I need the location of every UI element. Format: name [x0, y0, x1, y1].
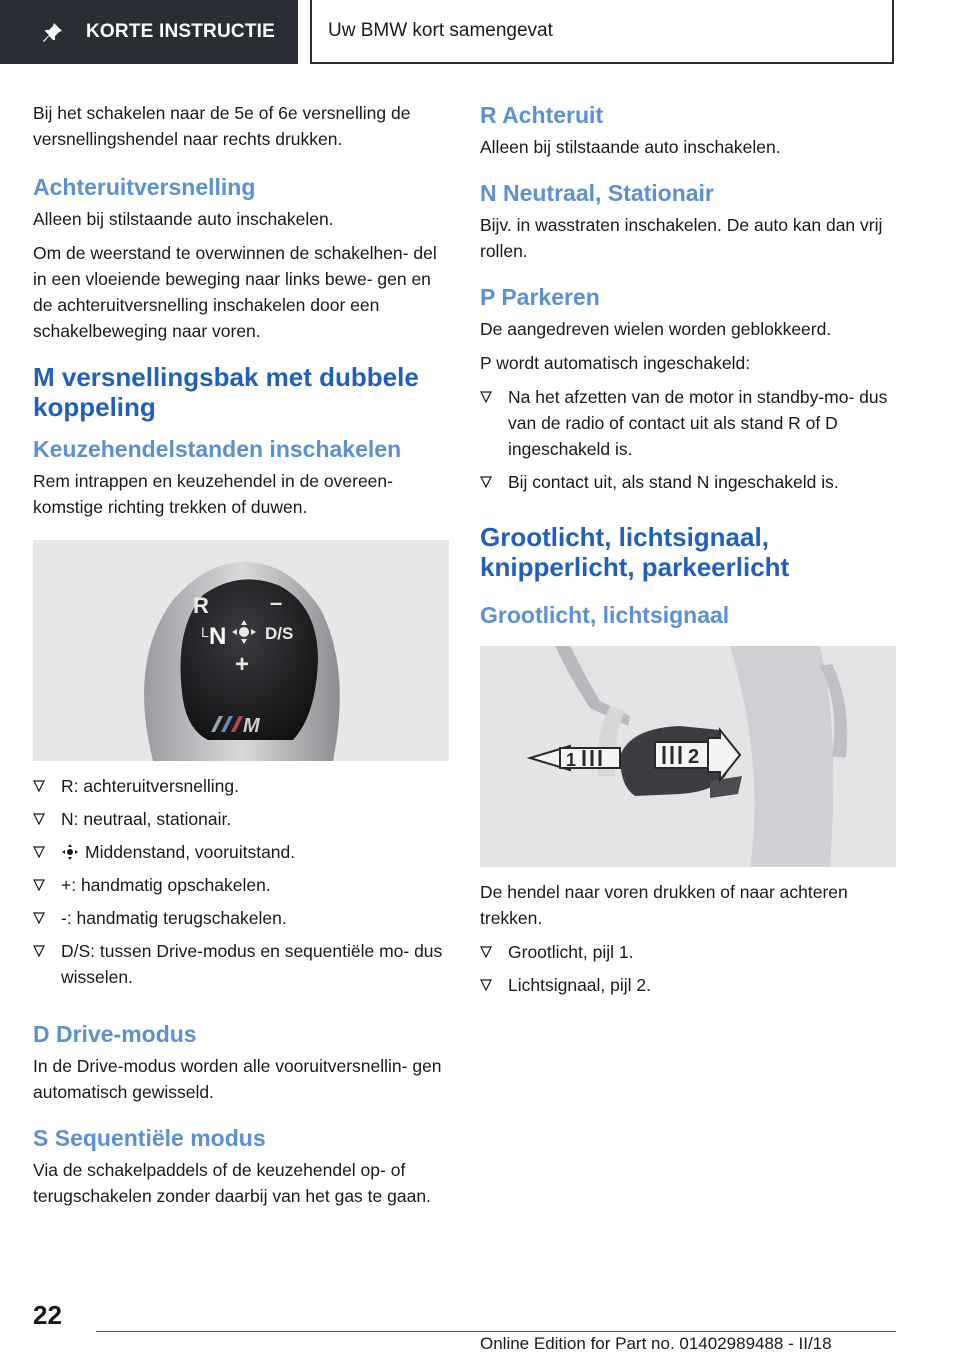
- list-item: [33, 806, 449, 832]
- footer-divider: [96, 1331, 896, 1332]
- sequential-mode-paragraph: Via de schakelpaddels of de keuzehendel op- of terugschakelen zonder daarbij van het gas te gaan.: [33, 1160, 431, 1206]
- gear-knob-illustration: [33, 540, 449, 761]
- arrow-label-1: 1: [566, 750, 577, 770]
- selector-positions-list: [33, 773, 449, 990]
- reverse-gear-paragraph-2: Om de weerstand te overwinnen de schakelhen- del in een vloeiende beweging naar links bewe- gen en de achteruitversnelling inschakelen door een schakelbeweging naar voren.: [33, 243, 437, 341]
- list-item: [33, 839, 449, 865]
- high-beam-paragraph: De hendel naar voren drukken of naar achteren trekken.: [480, 882, 848, 928]
- selector-positions-heading: Keuzehendelstanden inschakelen: [33, 436, 402, 462]
- triangle-bullet-icon: [480, 384, 494, 410]
- list-item: [33, 905, 449, 931]
- knob-label-minus: –: [270, 590, 283, 615]
- knob-label-l: L: [201, 624, 209, 640]
- pushpin-icon: [42, 22, 64, 44]
- gear-knob-image: [33, 540, 449, 761]
- triangle-bullet-icon: [33, 773, 47, 799]
- reverse-gear-heading: Achteruitversnelling: [33, 174, 256, 200]
- list-item: [480, 939, 896, 965]
- page-number: 22: [33, 1300, 62, 1330]
- knob-label-plus: +: [235, 651, 250, 678]
- triangle-bullet-icon: [33, 806, 47, 832]
- list-item-text: Bij contact uit, als stand N ingeschakeld is.: [508, 472, 839, 492]
- triangle-bullet-icon: [480, 972, 494, 998]
- list-item: [480, 469, 896, 495]
- arrow-label-2: 2: [688, 746, 700, 768]
- park-paragraph-2: P wordt automatisch ingeschakeld:: [480, 353, 751, 373]
- chapter-title: Uw BMW kort samengevat: [310, 0, 894, 64]
- triangle-bullet-icon: [480, 939, 494, 965]
- list-item-text: -: handmatig terugschakelen.: [61, 908, 287, 928]
- park-conditions-list: [480, 384, 896, 495]
- list-item: [33, 938, 449, 990]
- list-item-text: D/S: tussen Drive-modus en sequentiële mo- dus wisselen.: [61, 941, 443, 987]
- section-tab[interactable]: [0, 0, 298, 64]
- reverse-paragraph: Alleen bij stilstaande auto inschakelen.: [480, 137, 781, 157]
- list-item: [480, 384, 896, 462]
- park-paragraph-1: De aangedreven wielen worden geblokkeerd.: [480, 319, 832, 339]
- light-stalk-illustration: [480, 646, 896, 867]
- drive-mode-paragraph: In de Drive-modus worden alle vooruitversnellin- gen automatisch gewisseld.: [33, 1056, 442, 1102]
- reverse-gear-paragraph-1: Alleen bij stilstaande auto inschakelen.: [33, 209, 334, 229]
- page-header: [0, 0, 960, 66]
- left-column: [33, 100, 449, 1217]
- neutral-heading: N Neutraal, Stationair: [480, 180, 714, 206]
- knob-label-r: R: [193, 593, 209, 618]
- triangle-bullet-icon: [480, 469, 494, 495]
- triangle-bullet-icon: [33, 905, 47, 931]
- reverse-heading: R Achteruit: [480, 102, 604, 128]
- list-item-text: R: achteruitversnelling.: [61, 776, 239, 796]
- drive-mode-heading: D Drive-modus: [33, 1021, 197, 1047]
- center-position-icon: [61, 843, 79, 861]
- lights-heading: Grootlicht, lichtsignaal, knipperlicht, parkeerlicht: [480, 522, 790, 582]
- selector-paragraph: Rem intrappen en keuzehendel in de overeen- komstige richting trekken of duwen.: [33, 471, 393, 517]
- sequential-mode-heading: S Sequentiële modus: [33, 1125, 266, 1151]
- triangle-bullet-icon: [33, 872, 47, 898]
- high-beam-heading: Grootlicht, lichtsignaal: [480, 602, 730, 628]
- list-item-text: +: handmatig opschakelen.: [61, 875, 271, 895]
- list-item-text: Middenstand, vooruitstand.: [85, 842, 296, 862]
- neutral-paragraph: Bijv. in wasstraten inschakelen. De auto kan dan vrij rollen.: [480, 215, 883, 261]
- list-item: [480, 972, 896, 998]
- triangle-bullet-icon: [33, 938, 47, 964]
- list-item-text: Na het afzetten van de motor in standby-mo- dus van de radio of contact uit als stand R of D ingeschakeld is.: [508, 387, 888, 459]
- high-beam-list: [480, 939, 896, 998]
- edition-note: Online Edition for Part no. 01402989488 - II/18: [480, 1334, 832, 1353]
- right-column: [480, 100, 896, 1005]
- list-item-text: N: neutraal, stationair.: [61, 809, 232, 829]
- park-heading: P Parkeren: [480, 284, 600, 310]
- light-stalk-image: [480, 646, 896, 867]
- list-item: [33, 773, 449, 799]
- mdct-heading: M versnellingsbak met dubbele koppeling: [33, 362, 419, 422]
- list-item-text: Grootlicht, pijl 1.: [508, 942, 634, 962]
- knob-label-ds: D/S: [265, 624, 294, 643]
- triangle-bullet-icon: [33, 839, 47, 865]
- list-item: [33, 872, 449, 898]
- knob-label-n: N: [209, 623, 227, 650]
- m-logo-letter: M: [243, 715, 260, 737]
- list-item-text: Lichtsignaal, pijl 2.: [508, 975, 651, 995]
- intro-paragraph: Bij het schakelen naar de 5e of 6e versnelling de versnellingshendel naar rechts drukken.: [33, 103, 411, 149]
- section-tab-label: KORTE INSTRUCTIE: [86, 21, 275, 42]
